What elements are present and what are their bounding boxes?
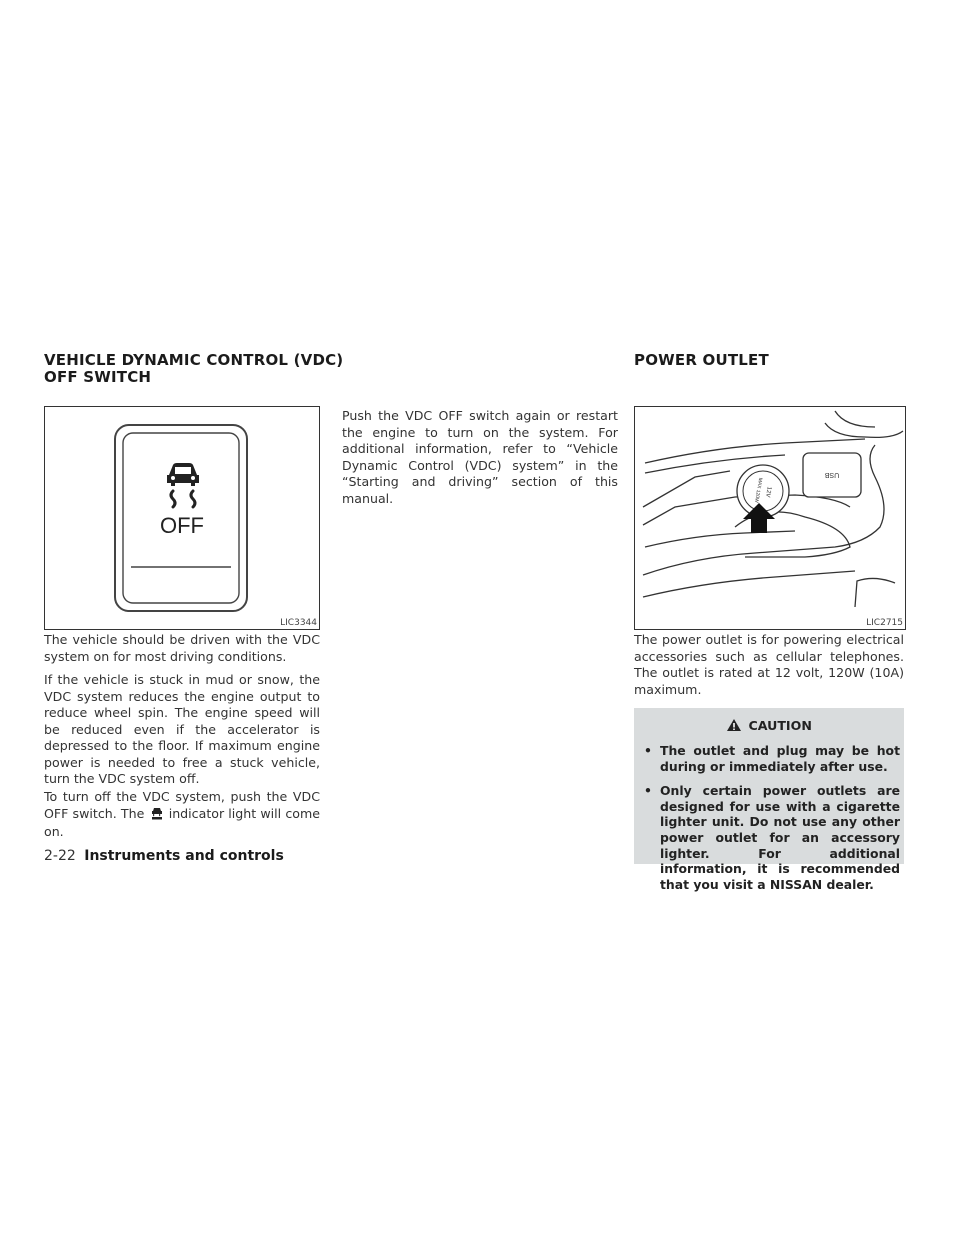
figure-label-lic2715: LIC2715 bbox=[866, 618, 903, 628]
page-number: 2-22 bbox=[44, 848, 76, 864]
caution-list bbox=[634, 743, 904, 892]
vdc-para-3-before: To turn off the VDC system, push the VDC OFF switch. The bbox=[44, 789, 320, 821]
vdc-middle-para: Push the VDC OFF switch again or restart the engine to turn on the system. For additional information, refer to “Vehicle Dynamic Control (VDC) system” in the “Starting and driving” section of this manual. bbox=[342, 408, 618, 506]
power-outlet-illustration bbox=[635, 407, 905, 629]
vdc-para-3 bbox=[44, 789, 320, 841]
caution-item: • The outlet and plug may be hot during or immediately after use. bbox=[644, 743, 900, 774]
vdc-off-indicator-icon bbox=[149, 806, 165, 825]
power-outlet-figure bbox=[634, 406, 906, 630]
figure-label-lic3344: LIC3344 bbox=[280, 618, 317, 628]
caution-title bbox=[634, 718, 904, 733]
vdc-off-switch-illustration bbox=[45, 407, 319, 629]
vdc-para-2: If the vehicle is stuck in mud or snow, the VDC system reduces the engine output to reduce wheel spin. The engine speed will be reduced even if the accelerator is depressed to the floor. If maximum engine power is needed to free a stuck vehicle, turn the VDC system off. bbox=[44, 672, 320, 786]
vdc-para-3-after: indicator light will come on. bbox=[44, 805, 320, 839]
caution-title-text: CAUTION bbox=[748, 718, 812, 733]
outlet-12v-label: 12V bbox=[764, 486, 772, 498]
outlet-max-label: MAX 120W bbox=[752, 477, 764, 504]
usb-label: USB bbox=[824, 471, 840, 478]
vdc-section-heading bbox=[44, 352, 343, 386]
vdc-heading-line2: OFF SWITCH bbox=[44, 368, 152, 386]
vdc-switch-figure bbox=[44, 406, 320, 630]
caution-item: • Only certain power outlets are designed for use with a cigarette lighter unit. Do not use any other power outlet for an accessory lighter. For additional information, it is recommended that you visit a NISSAN dealer. bbox=[644, 783, 900, 892]
vdc-para-1: The vehicle should be driven with the VDC system on for most driving conditions. bbox=[44, 632, 320, 664]
switch-off-label: OFF bbox=[160, 513, 204, 538]
page-footer bbox=[44, 848, 284, 864]
caution-box bbox=[634, 708, 904, 892]
footer-section-name: Instruments and controls bbox=[84, 848, 284, 864]
power-outlet-heading: POWER OUTLET bbox=[634, 351, 769, 369]
vdc-heading-line1: VEHICLE DYNAMIC CONTROL (VDC) bbox=[44, 351, 344, 369]
warning-triangle-icon bbox=[726, 718, 744, 733]
power-outlet-para: The power outlet is for powering electrical accessories such as cellular telephones. The outlet is rated at 12 volt, 120W (10A) maximum. bbox=[634, 632, 904, 697]
